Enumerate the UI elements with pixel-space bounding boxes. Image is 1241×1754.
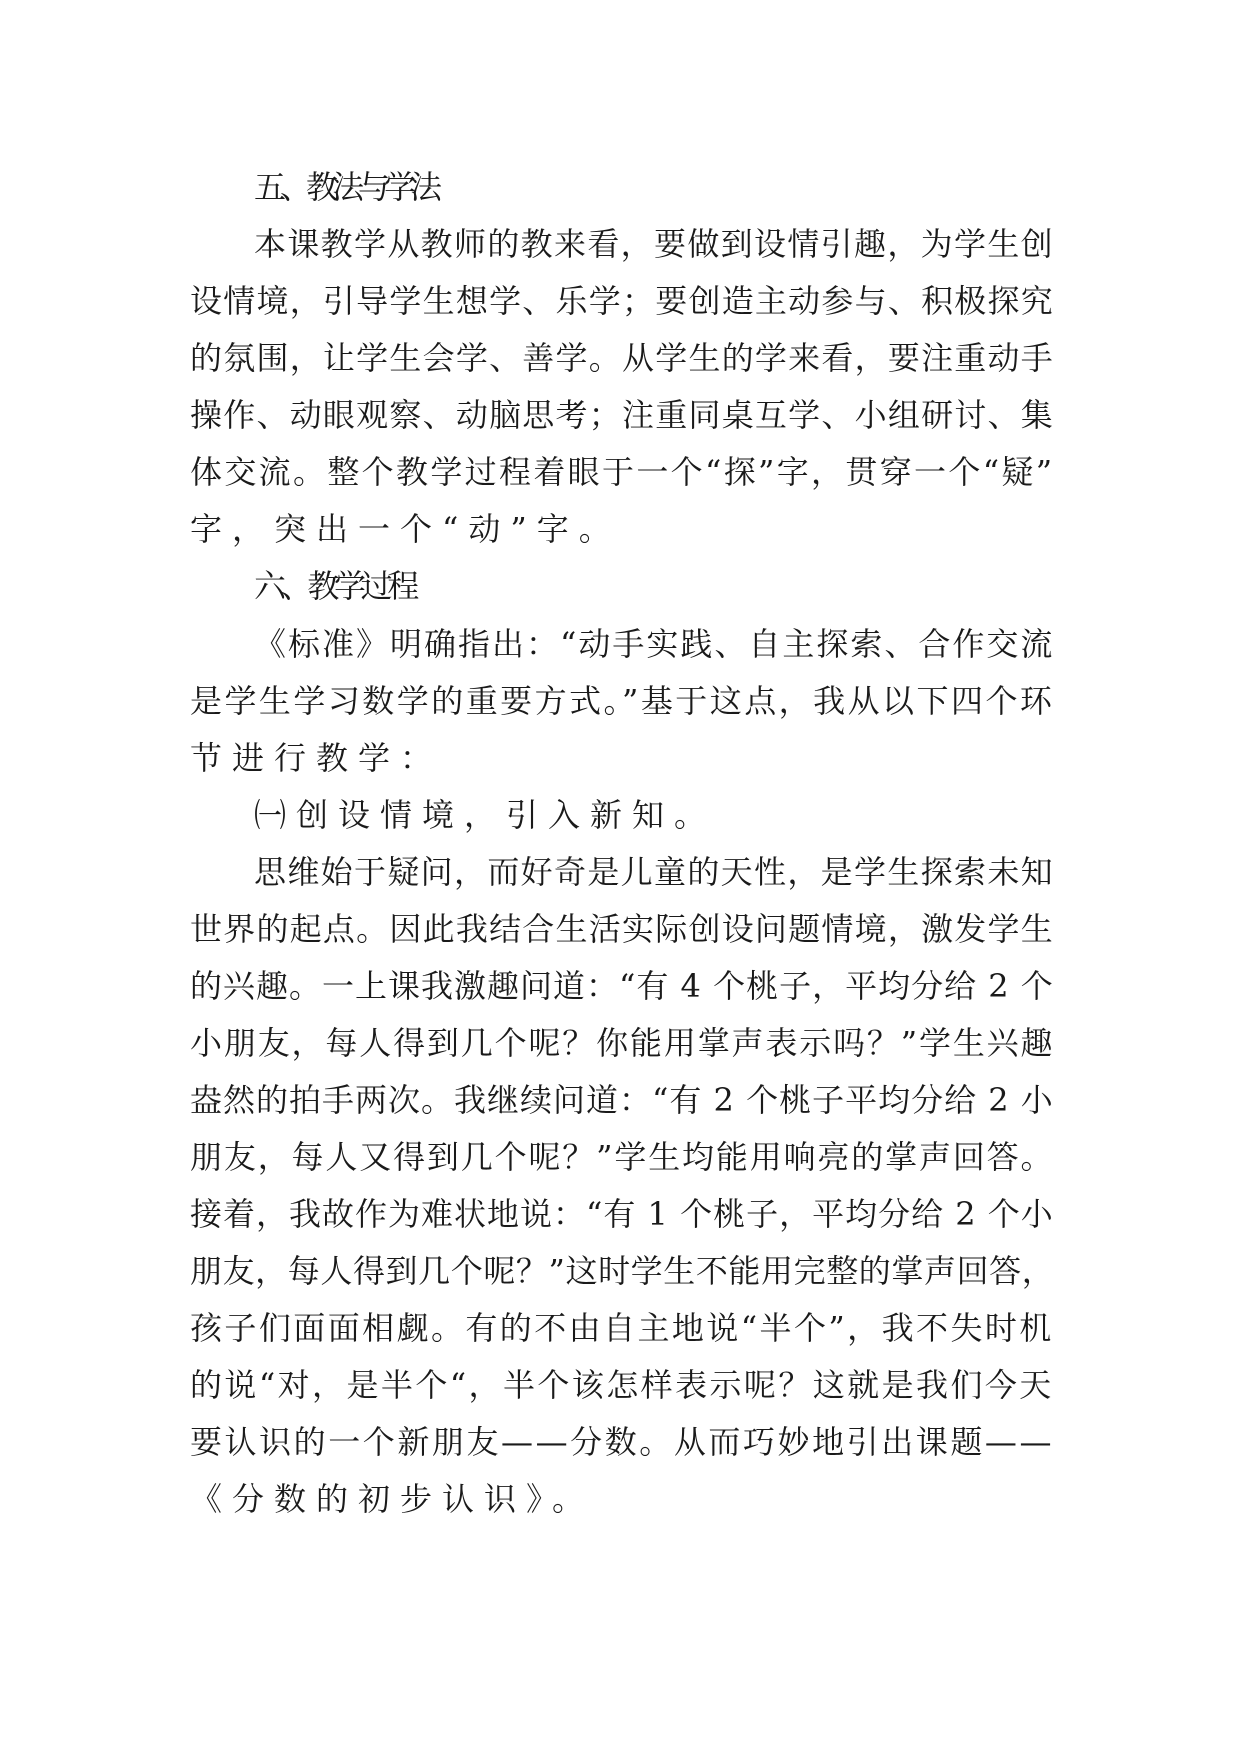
paragraph-line: 的说“对，是半个“，半个该怎样表示呢？这就是我们今天: [190, 1366, 1054, 1404]
section-heading-five: 五、教法与学法: [254, 168, 437, 206]
paragraph-line: 接着，我故作为难状地说：“有 1 个桃子，平均分给 2 个小: [190, 1195, 1054, 1233]
paragraph-line: 朋友，每人得到几个呢？”这时学生不能用完整的掌声回答，: [190, 1252, 1055, 1290]
paragraph-line: 朋友，每人又得到几个呢？”学生均能用响亮的掌声回答。: [190, 1138, 1055, 1176]
paragraph-line: 本课教学从教师的教来看，要做到设情引趣，为学生创: [254, 225, 1055, 263]
paragraph-line: 思维始于疑问，而好奇是儿童的天性，是学生探索未知: [254, 853, 1055, 891]
paragraph-line: 的氛围，让学生会学、善学。从学生的学来看，要注重动手: [190, 339, 1055, 377]
paragraph-line: 字，突出一个“动”字。: [190, 510, 621, 548]
paragraph-line: 《标准》明确指出：“动手实践、自主探索、合作交流: [254, 625, 1055, 663]
paragraph-line: 是学生学习数学的重要方式。”基于这点，我从以下四个环: [190, 682, 1055, 720]
paragraph-line: 小朋友，每人得到几个呢？你能用掌声表示吗？”学生兴趣: [190, 1024, 1055, 1062]
section-heading-six: 六、教学过程: [254, 567, 415, 605]
paragraph-line: 《分数的初步认识》。: [190, 1480, 595, 1518]
paragraph-line: 要认识的一个新朋友——分数。从而巧妙地引出课题——: [190, 1423, 1055, 1461]
paragraph-line: 盎然的拍手两次。我继续问道：“有 2 个桃子平均分给 2 小: [190, 1081, 1054, 1119]
subsection-heading-one: ㈠创设情境，引入新知。: [254, 796, 717, 834]
paragraph-line: 孩子们面面相觑。有的不由自主地说“半个”，我不失时机: [190, 1309, 1054, 1347]
paragraph-line: 操作、动眼观察、动脑思考；注重同桌互学、小组研讨、集: [190, 396, 1055, 434]
paragraph-line: 的兴趣。一上课我激趣问道：“有 4 个桃子，平均分给 2 个: [190, 967, 1054, 1005]
paragraph-line: 节进行教学：: [190, 739, 443, 777]
paragraph-line: 世界的起点。因此我结合生活实际创设问题情境，激发学生: [190, 910, 1055, 948]
paragraph-line: 设情境，引导学生想学、乐学；要创造主动参与、积极探究: [190, 282, 1055, 320]
paragraph-line: 体交流。整个教学过程着眼于一个“探”字，贯穿一个“疑”: [190, 453, 1055, 491]
